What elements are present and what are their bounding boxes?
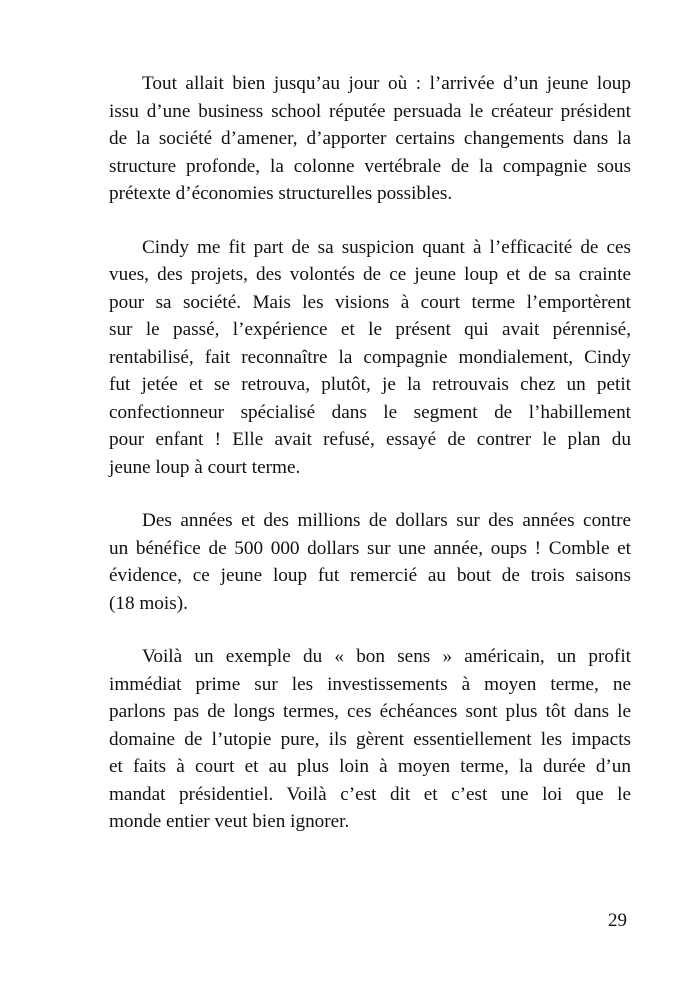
- text-line: confectionneur spécialisé dans le segment de l’habillement: [109, 401, 631, 423]
- text-line: parlons pas de longs termes, ces échéances sont plus tôt dans le: [109, 701, 631, 722]
- text-line: Tout allait bien jusqu’au jour où : l’arrivée d’un jeune loup: [142, 73, 631, 94]
- text-line: jeune loup à court terme.: [109, 456, 301, 478]
- text-line: Des années et des millions de dollars sur des années contre: [142, 510, 631, 531]
- page-body: [109, 70, 631, 862]
- text-line: évidence, ce jeune loup fut remercié au bout de trois saisons: [109, 565, 631, 586]
- text-line: issu d’une business school réputée persuada le créateur président: [109, 100, 631, 122]
- paragraph: [109, 643, 631, 836]
- text-line: de la société d’amener, d’apporter certains changements dans la: [109, 128, 631, 149]
- text-line: et faits à court et au plus loin à moyen terme, la durée d’un: [109, 756, 631, 777]
- text-line: vues, des projets, des volontés de ce jeune loup et de sa crainte: [109, 264, 631, 285]
- text-line: immédiat prime sur les investissements à moyen terme, ne: [109, 673, 631, 695]
- text-line: Voilà un exemple du « bon sens » américain, un profit: [142, 646, 631, 667]
- paragraph: [109, 234, 631, 482]
- text-line: mandat présidentiel. Voilà c’est dit et c’est une loi que le: [109, 783, 631, 805]
- text-line: domaine de l’utopie pure, ils gèrent essentiellement les impacts: [109, 728, 631, 750]
- text-line: structure profonde, la colonne vertébrale de la compagnie sous: [109, 155, 631, 177]
- paragraph: [109, 507, 631, 617]
- text-line: rentabilisé, fait reconnaître la compagnie mondialement, Cindy: [109, 346, 631, 368]
- paragraph: [109, 70, 631, 208]
- text-line: Cindy me fit part de sa suspicion quant à l’efficacité de ces: [142, 236, 631, 258]
- text-line: un bénéfice de 500 000 dollars sur une année, oups ! Comble et: [109, 537, 631, 559]
- text-line: pour sa société. Mais les visions à court terme l’emportèrent: [109, 291, 631, 313]
- text-line: monde entier veut bien ignorer.: [109, 811, 350, 832]
- text-line: prétexte d’économies structurelles possibles.: [109, 183, 453, 204]
- page-number: 29: [608, 910, 627, 931]
- text-line: pour enfant ! Elle avait refusé, essayé de contrer le plan du: [109, 429, 631, 450]
- text-line: sur le passé, l’expérience et le présent qui avait pérennisé,: [109, 319, 631, 340]
- text-line: fut jetée et se retrouva, plutôt, je la retrouvais chez un petit: [109, 374, 631, 395]
- text-line: (18 mois).: [109, 592, 188, 614]
